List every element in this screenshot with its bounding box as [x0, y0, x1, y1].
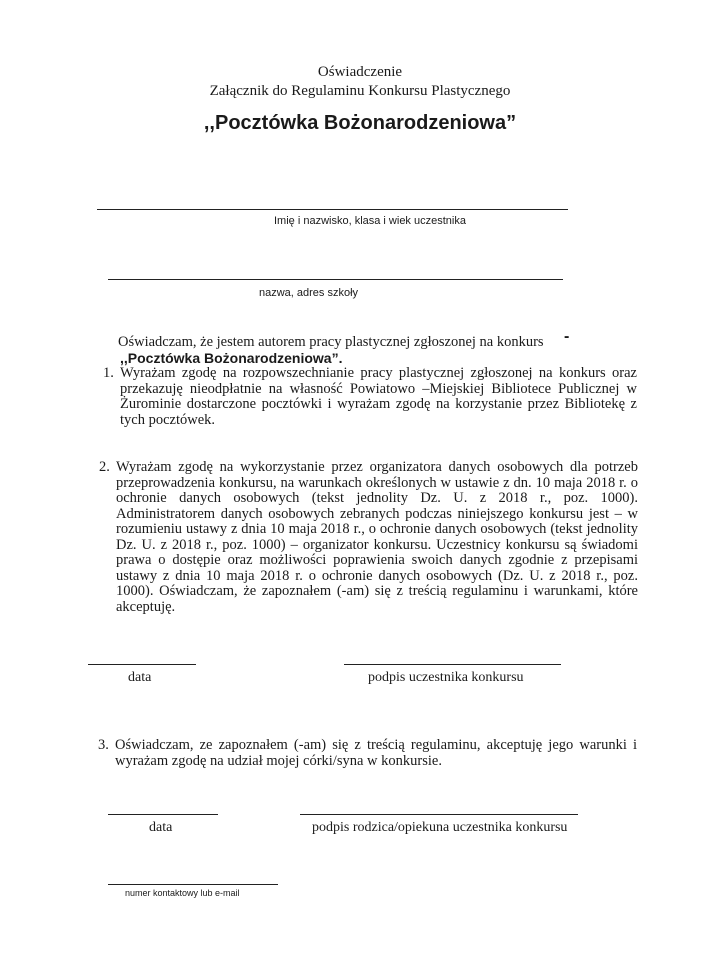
guardian-signature-label: podpis rodzica/opiekuna uczestnika konkursu: [312, 820, 568, 835]
declaration-contest-name: ,,Pocztówka Bożonarodzeniowa”.: [120, 350, 343, 366]
participant-signature-line[interactable]: [344, 664, 561, 665]
item-number: 1.: [103, 365, 114, 381]
document-subheading: Załącznik do Regulaminu Konkursu Plastycznego: [209, 83, 511, 99]
participant-signature-label: podpis uczestnika konkursu: [368, 670, 524, 685]
item-text: Oświadczam, ze zapoznałem (-am) się z treścią regulaminu, akceptuję jego warunki i wyrażam zgodę na udział mojej córki/syna w konkursie.: [115, 737, 637, 769]
school-address-line[interactable]: [108, 279, 563, 280]
contact-caption: numer kontaktowy lub e-mail: [125, 888, 240, 898]
participant-caption: Imię i nazwisko, klasa i wiek uczestnika: [274, 215, 466, 227]
item-number: 2.: [99, 459, 110, 475]
item-text: Wyrażam zgodę na rozpowszechnianie pracy plastycznej zgłoszonej na konkurs oraz przekazuję nieodpłatnie na własność Powiatowo –Miejskiej Bibliotece Publicznej w Żurominie dostarczone pocztówki i wyrażam zgodę na korzystanie przez Bibliotekę z tych pocztówek.: [120, 365, 637, 428]
school-caption: nazwa, adres szkoły: [259, 287, 359, 299]
date-label: data: [149, 820, 173, 835]
contest-title: ,,Pocztówka Bożonarodzeniowa”: [203, 112, 517, 134]
participant-name-line[interactable]: [97, 209, 568, 210]
participant-date-line[interactable]: [88, 664, 196, 665]
date-label: data: [128, 670, 152, 685]
declaration-dash: -: [564, 328, 570, 345]
declaration-intro: Oświadczam, że jestem autorem pracy plastycznej zgłoszonej na konkurs: [118, 334, 544, 350]
guardian-signature-line[interactable]: [300, 814, 578, 815]
item-number: 3.: [98, 737, 109, 753]
guardian-date-line[interactable]: [108, 814, 218, 815]
document-heading: Oświadczenie: [317, 64, 403, 80]
contact-line[interactable]: [108, 884, 278, 885]
item-text: Wyrażam zgodę na wykorzystanie przez organizatora danych osobowych dla potrzeb przeprowadzenia konkursu, na warunkach określonych w ustawie z dn. 10 maja 2018 r. o ochronie danych osobowych (tekst jednolity Dz. U. z 2018 r., poz. 1000). Administratorem danych osobowych zebranych podczas niniejszego konkursu jest – w rozumieniu ustawy z dnia 10 maja 2018 r., o ochronie danych osobowych (tekst jednolity Dz. U. z 2018 r., poz. 1000) – organizator konkursu. Uczestnicy konkursu są świadomi prawa o dostępie oraz możliwości poprawienia swoich danych zgodnie z przepisami ustawy z dnia 10 maja 2018 r. o ochronie danych osobowych (Dz. U. z 2018 r., poz. 1000). Oświadczam, że zapoznałem (-am) się z treścią regulaminu i warunkami, które akceptuję.: [116, 459, 638, 615]
